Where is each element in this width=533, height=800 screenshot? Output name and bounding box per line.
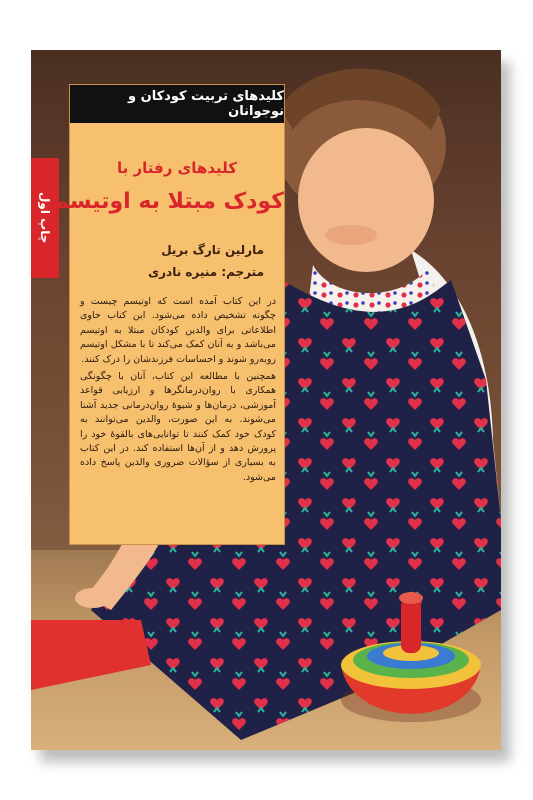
book-cover [31, 50, 501, 750]
series-title: کلیدهای تربیت کودکان و نوجوانان [128, 89, 284, 119]
series-band [70, 85, 284, 123]
edition-label: چاپ اول [38, 192, 52, 244]
author-name: مارلین تارگ بریل [161, 243, 264, 257]
book-subtitle: کلیدهای رفتار با [117, 159, 237, 177]
book-title: کودک مبتلا به اوتیسم [52, 189, 284, 214]
info-panel [52, 84, 285, 545]
edition-tab [31, 158, 59, 278]
description-paragraph: همچنین با مطالعه این کتاب، آنان با چگونگی همکاری با روان‌درمانگرها و ارزیابی قواعد آموزشی، درمان‌ها و شیوهٔ روان‌درمانی جدید آشنا می‌شوند. به این صورت، والدین می‌توانند به کودک خود کمک کنند تا توانایی‌های بالقوهٔ خود را پرورش دهد و از آن‌ها استفاده کند. در این کتاب به بسیاری از سؤالات ضروری والدین پاسخ داده می‌شود. [80, 371, 276, 483]
description-paragraph: در این کتاب آمده است که اوتیسم چیست و چگونه تشخیص داده می‌شود. این کتاب حاوی اطلاعاتی برای والدین کودکان مبتلا به اوتیسم می‌باشد و به آنان کمک می‌کند تا با مشکل اوتیسم روبه‌رو شوند و احساسات فرزندشان را درک کنند. [80, 296, 276, 365]
description-block [80, 295, 276, 488]
translator-name: مترجم: منیره نادری [148, 265, 264, 279]
